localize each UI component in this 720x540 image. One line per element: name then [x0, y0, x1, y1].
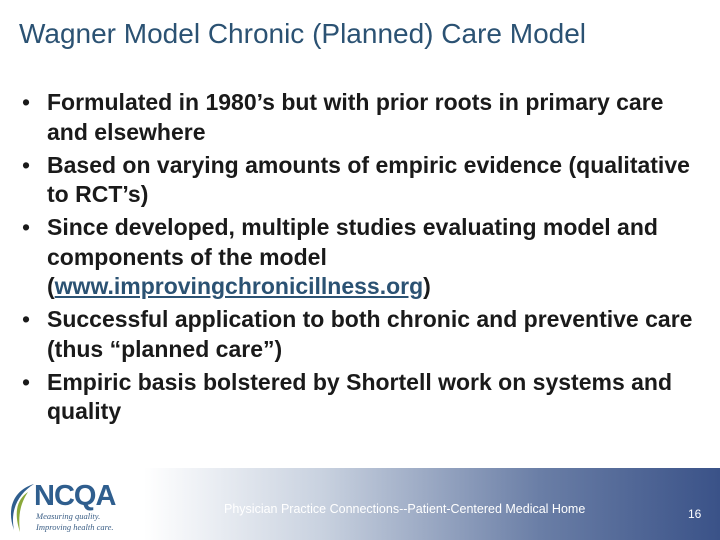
bullet-item: [20, 305, 700, 364]
bullet-dot: •: [22, 89, 31, 115]
bullet-item: [20, 368, 700, 427]
logo-wordmark: NCQA: [34, 480, 116, 512]
bullet-dot: •: [22, 368, 31, 395]
ncqa-logo: [4, 478, 116, 538]
bullet-text: Empiric basis bolstered by Shortell work on systems and quality: [47, 368, 673, 424]
bullet-text: Successful application to both chronic and preventive care (thus “planned care”): [47, 306, 693, 362]
bullet-text: Based on varying amounts of empiric evidence (qualitative to RCT’s): [47, 151, 690, 207]
logo-tagline: Measuring quality.: [36, 511, 101, 521]
logo-tagline: Improving health care.: [36, 522, 114, 532]
bullet-text-post: ): [423, 273, 431, 299]
website-link[interactable]: www.improvingchronicillness.org: [54, 273, 424, 299]
bullet-dot: •: [22, 214, 31, 240]
bullet-dot: •: [22, 306, 31, 332]
footer-caption: Physician Practice Connections--Patient-Centered Medical Home: [224, 502, 586, 516]
bullet-item: [20, 213, 700, 302]
bullet-text: Formulated in 1980’s but with prior roots in primary care and elsewhere: [47, 89, 664, 145]
bullet-text-pre: Since developed, multiple studies evaluating model and components of the model (: [47, 214, 658, 299]
bullet-dot: •: [22, 151, 31, 178]
page-number: 16: [688, 507, 702, 521]
bullet-list: [20, 88, 700, 430]
bullet-item: [20, 151, 700, 210]
bullet-item: [20, 88, 700, 147]
slide-title: Wagner Model Chronic (Planned) Care Model: [19, 18, 586, 49]
